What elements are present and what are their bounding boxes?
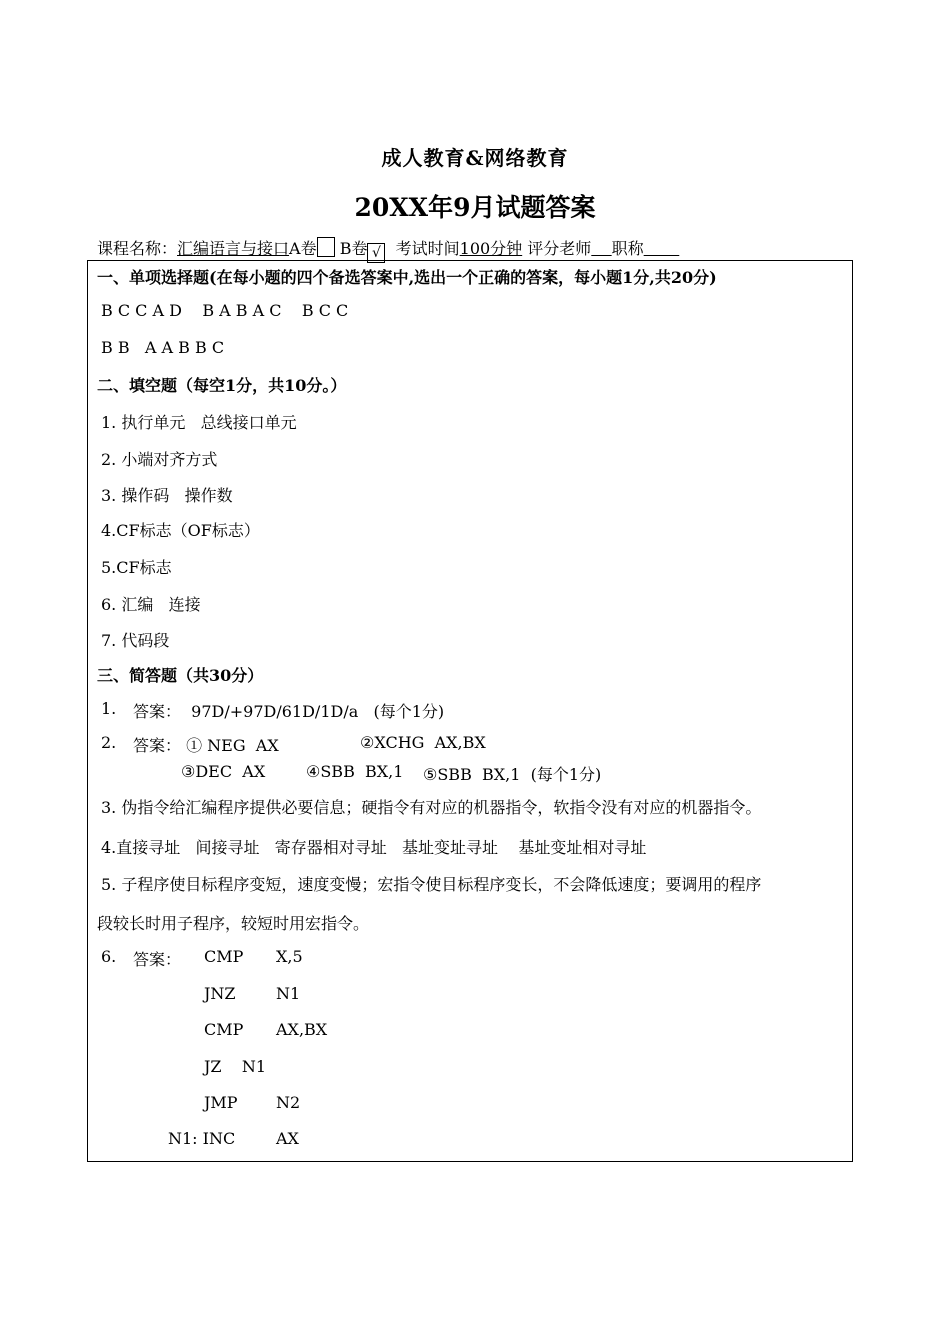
- q1-number: 1.: [101, 699, 117, 718]
- section2-heading: 二、填空题（每空1分，共10分。）: [97, 376, 347, 395]
- q2-answer-1: 答案： ① NEG AX: [133, 736, 279, 755]
- s1-answers-line1: B C C A D B A B A C B C C: [101, 301, 349, 320]
- grader-label: 评分老师: [527, 239, 592, 258]
- section1-heading: 一、单项选择题(在每小题的四个备选答案中,选出一个正确的答案，每小题1分,共20分): [97, 268, 717, 287]
- paper-b-checkbox: √: [367, 243, 385, 263]
- code-op: JZ N1: [204, 1057, 267, 1076]
- fill-item: 2. 小端对齐方式: [101, 450, 218, 469]
- fill-item: 5.CF标志: [101, 558, 172, 577]
- q2-answer-5: ⑤SBB BX,1 (每个1分): [423, 765, 602, 784]
- q4-answer: 4.直接寻址 间接寻址 寄存器相对寻址 基址变址寻址 基址变址相对寻址: [101, 838, 647, 857]
- org-title: 成人教育&网络教育: [381, 146, 569, 170]
- page-title: 20XX年9月试题答案: [354, 193, 596, 222]
- q6-number: 6.: [101, 947, 117, 966]
- q2-answer-3: ③DEC AX: [181, 762, 266, 781]
- fill-item: 6. 汇编 连接: [101, 595, 201, 614]
- title-label: 职称: [611, 239, 644, 258]
- fill-item: 7. 代码段: [101, 631, 170, 650]
- grader-blank: [591, 239, 611, 258]
- exam-time-value: 100分钟: [459, 239, 523, 258]
- exam-time-label: 考试时间: [395, 239, 460, 258]
- paper-b-label: B卷: [339, 239, 368, 258]
- fill-item: 1. 执行单元 总线接口单元: [101, 413, 297, 432]
- fill-item: 3. 操作码 操作数: [101, 486, 233, 505]
- code-arg: AX,BX: [276, 1020, 328, 1039]
- q2-number: 2.: [101, 733, 117, 752]
- course-name: 汇编语言与接口: [177, 239, 290, 258]
- code-arg: AX: [276, 1129, 299, 1148]
- paper-a-checkbox: [317, 237, 335, 257]
- q2-answer-4: ④SBB BX,1: [306, 762, 404, 781]
- q1-answer: 答案： 97D/+97D/61D/1D/a (每个1分): [133, 702, 445, 721]
- code-arg: N1: [276, 984, 301, 1003]
- section3-heading: 三、简答题（共30分）: [97, 666, 264, 685]
- code-label-op: N1: INC: [168, 1129, 236, 1148]
- q2-answer-2: ②XCHG AX,BX: [360, 733, 486, 752]
- fill-item: 4.CF标志（OF标志）: [101, 521, 260, 540]
- code-op: JNZ: [204, 984, 236, 1003]
- course-info-line: [97, 236, 679, 263]
- q3-answer: 3. 伪指令给汇编程序提供必要信息；硬指令有对应的机器指令，软指令没有对应的机器指令。: [101, 798, 762, 817]
- code-arg: X,5: [276, 947, 303, 966]
- q5-answer-line1: 5. 子程序使目标程序变短，速度变慢；宏指令使目标程序变长，不会降低速度；要调用的程序: [101, 875, 762, 894]
- course-label: 课程名称：: [97, 239, 178, 258]
- paper-a-label: A卷: [289, 239, 317, 258]
- title-blank: [644, 239, 680, 258]
- q6-label: 答案：: [133, 950, 182, 969]
- code-arg: N2: [276, 1093, 301, 1112]
- s1-answers-line2: B B A A B B C: [101, 338, 225, 357]
- code-op: CMP: [204, 947, 244, 966]
- code-op: JMP: [204, 1093, 238, 1112]
- code-op: CMP: [204, 1020, 244, 1039]
- q5-answer-line2: 段较长时用子程序，较短时用宏指令。: [97, 914, 370, 933]
